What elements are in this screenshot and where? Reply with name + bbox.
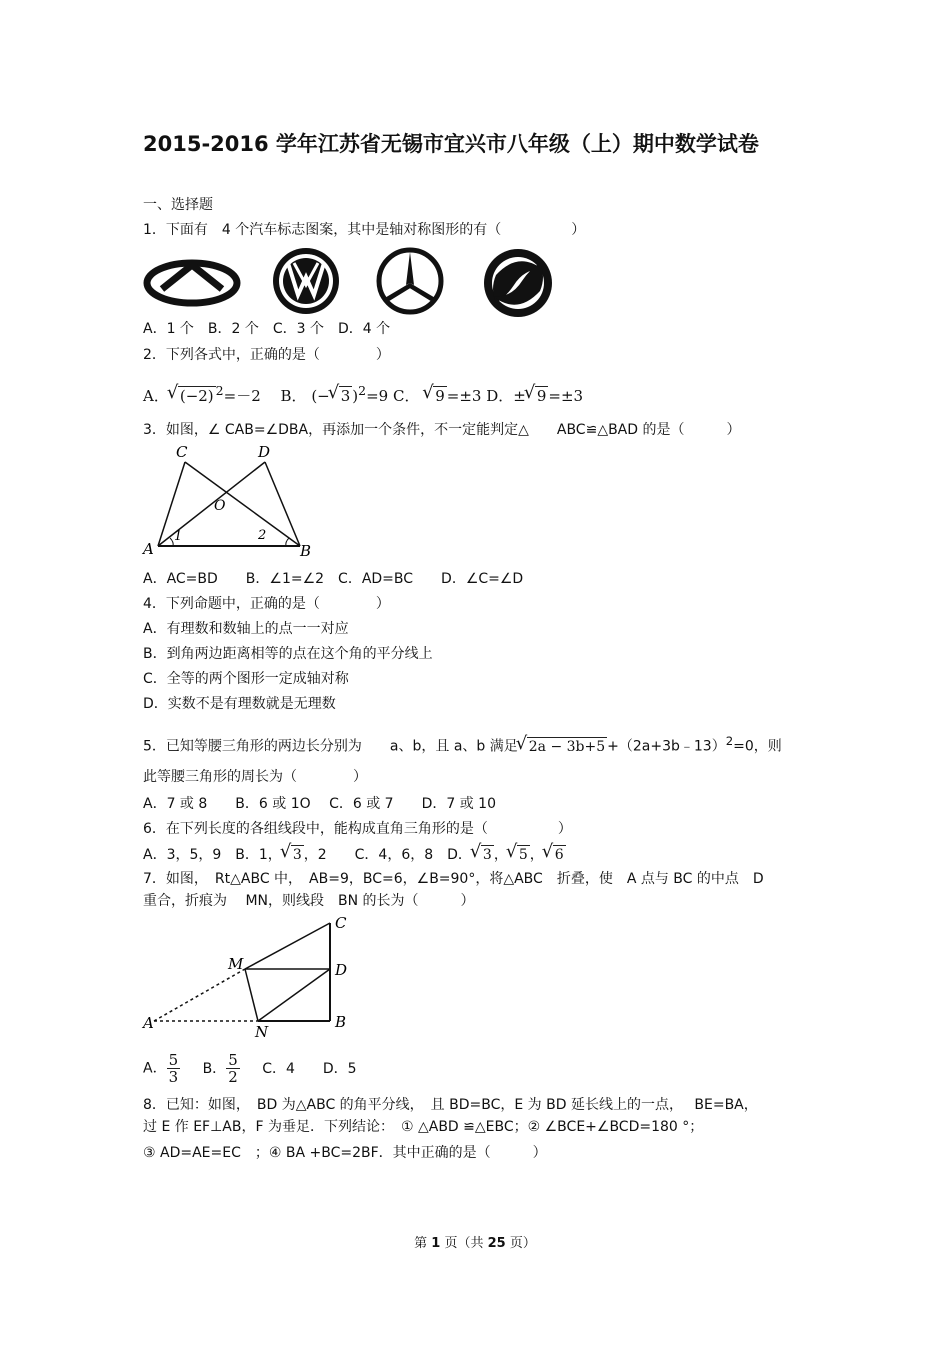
q2-a-label: A． <box>143 387 169 405</box>
q2-b-radicand: 3 <box>340 387 351 405</box>
q2-a-radicand: (−2) <box>179 387 214 405</box>
q6-d-radicand3: 6 <box>554 847 564 863</box>
q4-option-c: C．全等的两个图形一定成轴对称 <box>143 671 349 687</box>
q6-stem: 6．在下列长度的各组线段中，能构成直角三角形的是（ ） <box>143 821 572 837</box>
q6-opt-a: A．3，5，9 B．1， <box>143 847 282 863</box>
q8-line2: 过 E 作 EF⊥AB，F 为垂足．下列结论： ① △ABD ≌△EBC；② ∠BCE+∠BCD=180 °； <box>143 1119 704 1135</box>
q4-stem: 4．下列命题中，正确的是（ ） <box>143 596 390 612</box>
q6-options <box>143 845 566 864</box>
infiniti-logo <box>147 263 237 303</box>
q7-label-b: B <box>335 1013 347 1031</box>
q3-label-c: C <box>176 443 188 461</box>
footer-total-pages: 25 <box>487 1236 506 1251</box>
footer-pre: 第 <box>414 1236 432 1251</box>
q2-b-sqrt <box>330 386 353 405</box>
q6-sep2: ， <box>529 847 544 863</box>
q5-stem-a: 5．已知等腰三角形的两边长分别为 a、b，且 a、b 满足 <box>143 738 518 755</box>
dongfeng-logo <box>484 249 552 317</box>
q8-line1: 8．已知：如图， BD 为△ABC 的角平分线， 且 BD=BC，E 为 BD 延长线上的一点， BE=BA， <box>143 1097 758 1113</box>
q5-stem-b: +（2a+3b﹣13） <box>607 738 726 755</box>
q5-sqrt <box>518 737 607 756</box>
q7-frac-a-den: 3 <box>168 1068 179 1086</box>
q2-d-radicand: 9 <box>536 387 547 405</box>
q3-label-d: D <box>258 443 271 461</box>
q7-label-m: M <box>228 955 244 973</box>
q4-option-b: B．到角两边距离相等的点在这个角的平分线上 <box>143 646 433 662</box>
q6-d-sqrt2 <box>508 845 530 864</box>
section-heading: 一、选择题 <box>143 197 213 213</box>
page-footer <box>0 1232 950 1251</box>
footer-page-number: 1 <box>431 1236 441 1251</box>
q2-d-sqrt <box>526 386 549 405</box>
footer-post: 页） <box>505 1236 536 1251</box>
q3-label-1: 1 <box>174 529 183 544</box>
q7-label-a: A <box>143 1014 154 1032</box>
q7-line1: 7．如图， Rt△ABC 中， AB=9，BC=6，∠B=90°，将△ABC 折叠，使 A 点与 BC 的中点 D <box>143 871 764 887</box>
q2-b-base: (− <box>311 387 330 405</box>
q7-label-d: D <box>335 961 348 979</box>
page-title: 2015-2016 学年江苏省无锡市宜兴市八年级（上）期中数学试卷 <box>143 132 759 156</box>
q5-options: A．7 或 8 B．6 或 1O C．6 或 7 D．7 或 10 <box>143 796 496 812</box>
q2-c-tail: =±3 D．± <box>446 387 526 405</box>
q6-b-radicand: 3 <box>292 847 302 863</box>
q6-b-sqrt <box>282 845 304 864</box>
q2-d-tail: =±3 <box>548 387 584 405</box>
q7-opt-b: B． <box>202 1060 227 1077</box>
q5-exponent: 2 <box>725 734 734 748</box>
q2-b-exponent: 2 <box>358 383 367 398</box>
q7-options <box>143 1052 357 1085</box>
q7-label-c: C <box>335 914 347 932</box>
q6-b-tail: ，2 C．4，6，8 D． <box>303 847 472 863</box>
car-logos-figure <box>140 245 560 320</box>
q3-figure <box>140 442 320 562</box>
q5-line1 <box>143 732 782 756</box>
q1-options: A．1 个 B．2 个 C．3 个 D．4 个 <box>143 321 391 337</box>
mercedes-logo <box>379 250 441 312</box>
footer-mid: 页（共 <box>440 1236 488 1251</box>
q7-frac-a <box>167 1052 181 1085</box>
q2-c-sqrt <box>424 386 447 405</box>
q7-figure <box>140 913 360 1043</box>
q7-frac-a-num: 5 <box>168 1051 179 1069</box>
q1-stem: 1．下面有 4 个汽车标志图案，其中是轴对称图形的有（ ） <box>143 222 586 238</box>
q3-label-2: 2 <box>258 528 267 543</box>
q3-label-a: A <box>143 540 154 558</box>
q7-opt-a: A． <box>143 1060 167 1077</box>
q6-d-radicand2: 5 <box>518 847 528 863</box>
q4-option-d: D．实数不是有理数就是无理数 <box>143 696 336 712</box>
q3-options: A．AC=BD B．∠1=∠2 C．AD=BC D．∠C=∠D <box>143 571 524 587</box>
q7-label-n: N <box>255 1023 269 1041</box>
q7-opt-rest: C．4 D．5 <box>262 1060 357 1077</box>
q7-frac-b-num: 5 <box>228 1051 238 1069</box>
q2-c-radicand: 9 <box>435 387 445 405</box>
q2-a-exponent: 2 <box>215 383 224 398</box>
q2-b-close: ) <box>352 387 359 405</box>
q3-label-b: B <box>300 542 312 560</box>
q8-line3: ③ AD=AE=EC ；④ BA +BC=2BF．其中正确的是（ ） <box>143 1145 547 1161</box>
q7-frac-b <box>226 1052 240 1085</box>
q2-b-tail: =9 C． <box>366 387 420 405</box>
q5-line2: 此等腰三角形的周长为（ ） <box>143 769 367 785</box>
q6-d-sqrt3 <box>544 845 566 864</box>
q6-d-radicand1: 3 <box>482 847 492 863</box>
q5-radicand: 2a − 3b+5 <box>528 738 606 755</box>
q2-stem: 2．下列各式中，正确的是（ ） <box>143 347 390 363</box>
q3-label-o: O <box>214 498 226 514</box>
q7-line2: 重合，折痕为 MN，则线段 BN 的长为（ ） <box>143 893 475 909</box>
q5-stem-c: =0，则 <box>733 738 782 755</box>
q6-d-sqrt1 <box>472 845 494 864</box>
volkswagen-logo <box>273 248 339 314</box>
q3-stem: 3．如图，∠ CAB=∠DBA，再添加一个条件，不一定能判定△ ABC≌△BAD 的是（ ） <box>143 422 741 438</box>
q2-a-tail: =－2 B． <box>223 387 307 405</box>
q2-a-sqrt <box>169 386 216 405</box>
q4-option-a: A．有理数和数轴上的点一一对应 <box>143 621 349 637</box>
q2-options <box>143 382 583 405</box>
q7-frac-b-den: 2 <box>228 1068 238 1086</box>
q6-sep1: ， <box>493 847 508 863</box>
